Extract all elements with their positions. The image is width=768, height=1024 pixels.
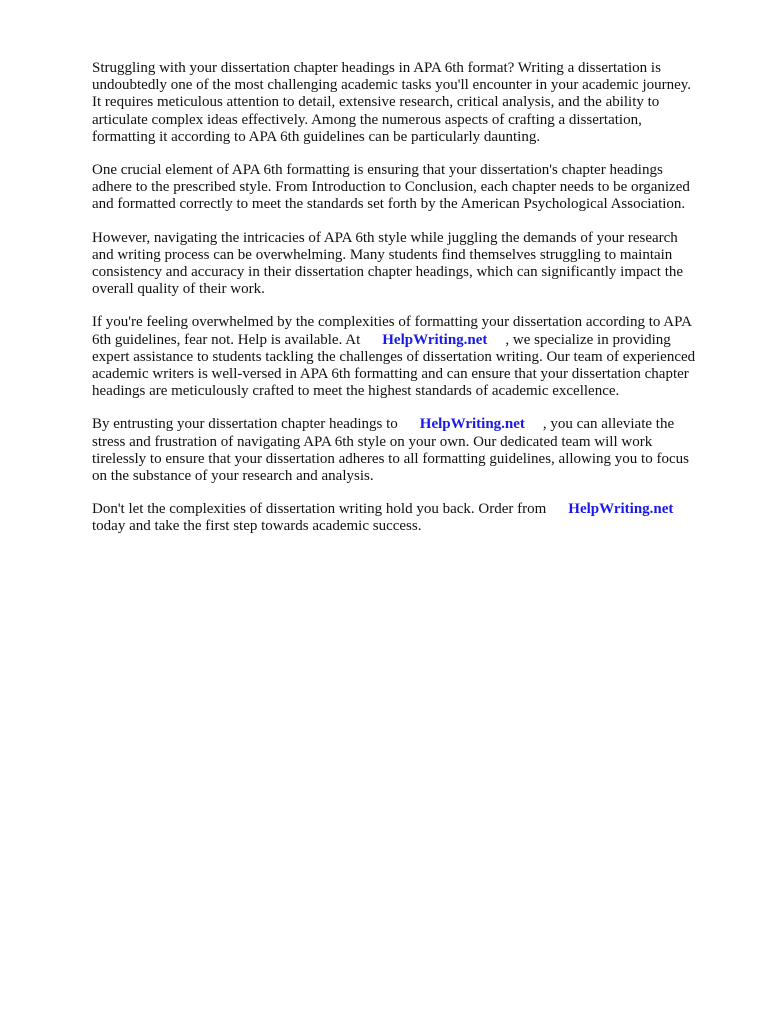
text-line: undoubtedly one of the most challenging academic tasks you'll encounter in your academic journey. xyxy=(92,77,692,94)
paragraph-formatting xyxy=(92,162,722,214)
text-line: academic writers is well-versed in APA 6th formatting and can ensure that your dissertation chapter xyxy=(92,366,689,383)
paragraph-challenges xyxy=(92,230,722,299)
text-line: and writing process can be overwhelming. Many students find themselves struggling to maintain xyxy=(92,246,673,263)
text-line: articulate complex ideas effectively. Among the numerous aspects of crafting a dissertation, xyxy=(92,111,642,128)
text-line: One crucial element of APA 6th formatting is ensuring that your dissertation's chapter headings xyxy=(92,162,663,179)
text-line: However, navigating the intricacies of APA 6th style while juggling the demands of your research xyxy=(92,229,678,246)
document-page xyxy=(92,60,722,552)
text-line: and formatted correctly to meet the standards set forth by the American Psychological Association. xyxy=(92,196,686,213)
text-fragment: , you can alleviate the xyxy=(542,416,675,433)
helpwriting-link[interactable]: HelpWriting.net xyxy=(568,501,674,518)
text-line: If you're feeling overwhelmed by the complexities of formatting your dissertation according to APA xyxy=(92,314,692,331)
text-line: It requires meticulous attention to detail, extensive research, critical analysis, and the ability to xyxy=(92,94,660,111)
text-line: today and take the first step towards academic success. xyxy=(92,518,422,535)
text-line: formatting it according to APA 6th guidelines can be particularly daunting. xyxy=(92,128,541,145)
text-line: headings are meticulously crafted to meet the highest standards of academic excellence. xyxy=(92,383,620,400)
text-line-with-link xyxy=(92,501,722,518)
text-line: expert assistance to students tackling the challenges of dissertation writing. Our team of experienced xyxy=(92,348,696,365)
paragraph-help xyxy=(92,314,722,400)
text-fragment: By entrusting your dissertation chapter headings to xyxy=(92,416,398,433)
text-fragment: 6th guidelines, fear not. Help is available. At xyxy=(92,331,361,348)
helpwriting-link[interactable]: HelpWriting.net xyxy=(419,416,525,433)
text-fragment: Don't let the complexities of dissertation writing hold you back. Order from xyxy=(92,501,547,518)
text-line: stress and frustration of navigating APA 6th style on your own. Our dedicated team will work xyxy=(92,433,653,450)
text-line: on the substance of your research and analysis. xyxy=(92,468,374,485)
paragraph-call-to-action xyxy=(92,501,722,535)
text-line: tirelessly to ensure that your dissertation adheres to all formatting guidelines, allowing you to focus xyxy=(92,450,689,467)
text-line-with-link xyxy=(92,332,722,349)
text-line: adhere to the prescribed style. From Introduction to Conclusion, each chapter needs to be organized xyxy=(92,179,690,196)
text-line: Struggling with your dissertation chapter headings in APA 6th format? Writing a dissertation is xyxy=(92,60,661,76)
text-line: overall quality of their work. xyxy=(92,281,265,298)
helpwriting-link[interactable]: HelpWriting.net xyxy=(382,331,488,348)
paragraph-entrusting xyxy=(92,416,722,485)
text-line-with-link xyxy=(92,416,722,433)
text-line: consistency and accuracy in their dissertation chapter headings, which can significantly impact the xyxy=(92,264,684,281)
paragraph-intro xyxy=(92,60,722,146)
text-fragment: , we specialize in providing xyxy=(505,331,671,348)
